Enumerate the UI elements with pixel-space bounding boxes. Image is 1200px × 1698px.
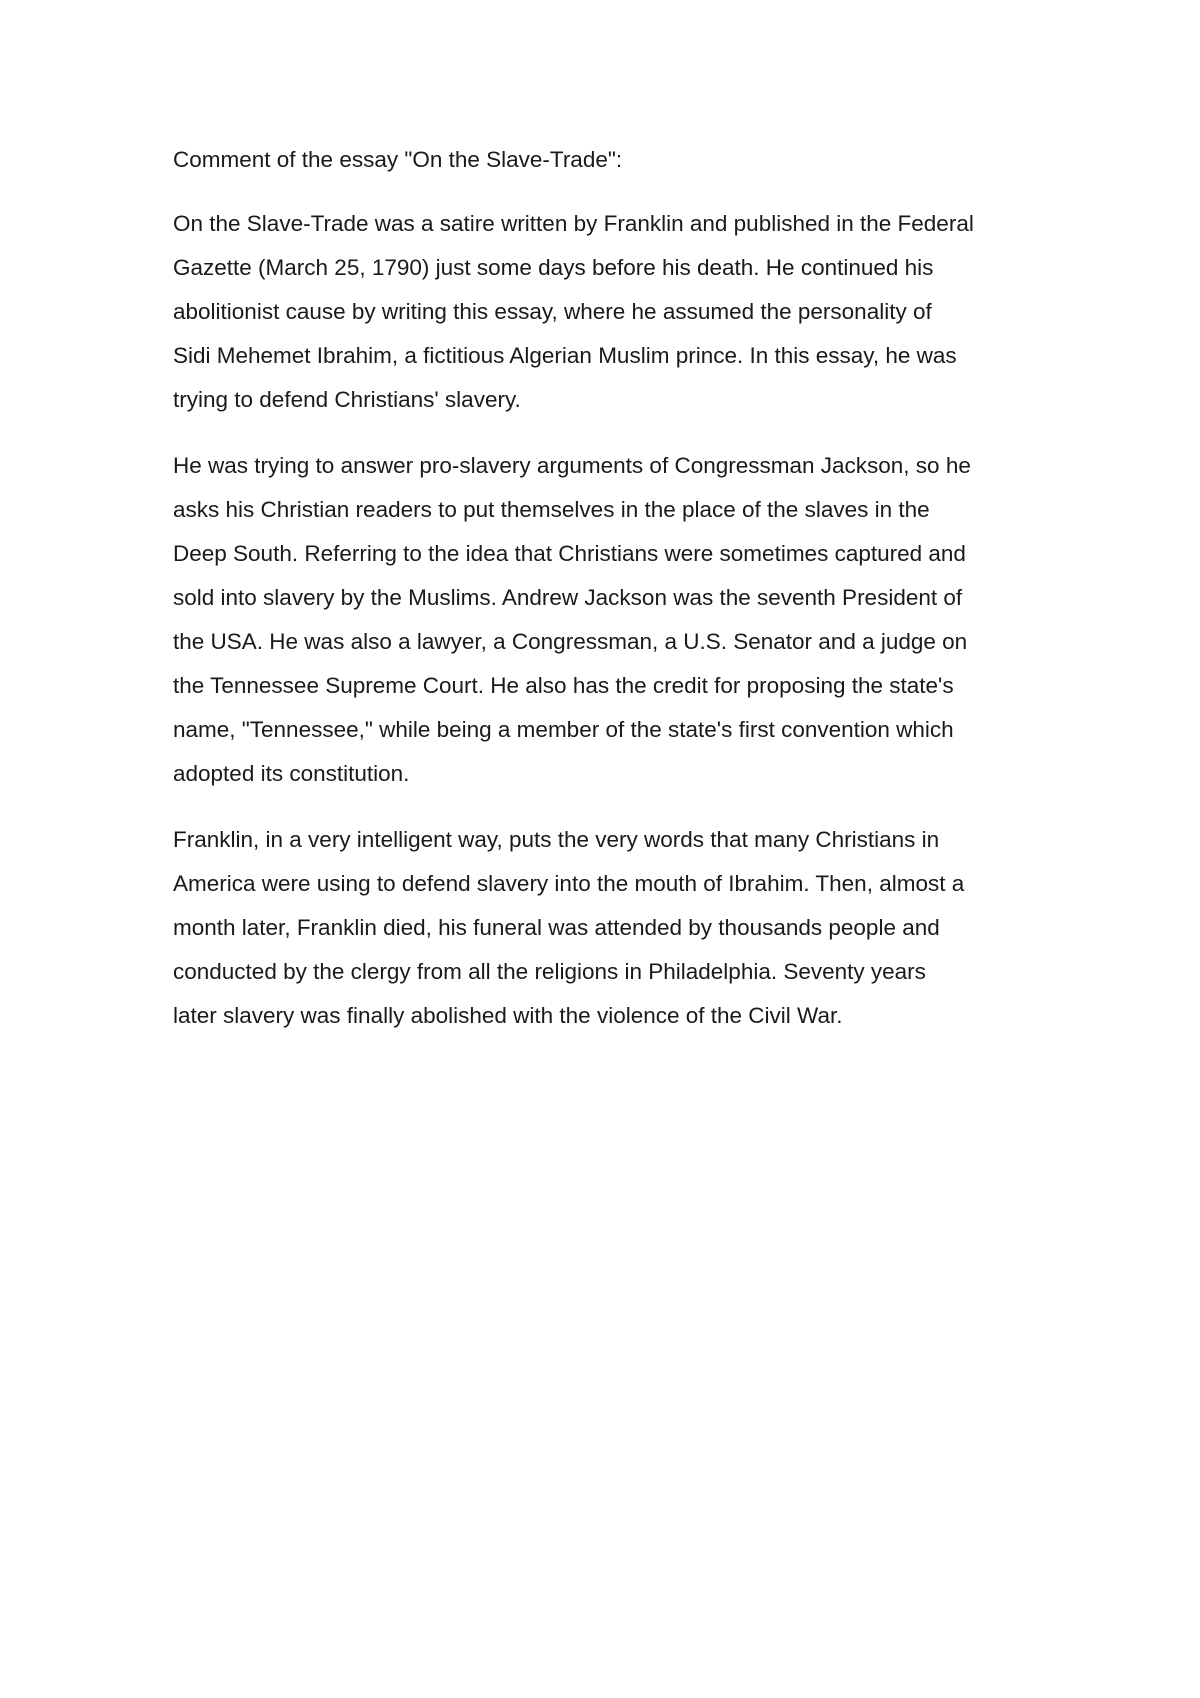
paragraph-line: conducted by the clergy from all the religions in Philadelphia. Seventy years bbox=[173, 959, 926, 984]
paragraph-line: Sidi Mehemet Ibrahim, a fictitious Algerian Muslim prince. In this essay, he was bbox=[173, 343, 957, 368]
paragraph-line: Deep South. Referring to the idea that Christians were sometimes captured and bbox=[173, 541, 966, 566]
paragraph-line: abolitionist cause by writing this essay, where he assumed the personality of bbox=[173, 299, 932, 324]
paragraph-line: the USA. He was also a lawyer, a Congressman, a U.S. Senator and a judge on bbox=[173, 629, 968, 654]
paragraph-3 bbox=[173, 818, 1053, 1038]
paragraph-line: He was trying to answer pro-slavery arguments of Congressman Jackson, so he bbox=[173, 453, 971, 478]
document-heading: Comment of the essay "On the Slave-Trade": bbox=[173, 147, 623, 172]
paragraph-line: trying to defend Christians' slavery. bbox=[173, 387, 521, 412]
document-body bbox=[173, 138, 1053, 1060]
paragraph-line: adopted its constitution. bbox=[173, 761, 410, 786]
paragraph-line: Franklin, in a very intelligent way, puts the very words that many Christians in bbox=[173, 827, 940, 852]
paragraph-line: month later, Franklin died, his funeral was attended by thousands people and bbox=[173, 915, 940, 940]
paragraph-line: name, "Tennessee," while being a member of the state's first convention which bbox=[173, 717, 954, 742]
paragraph-line: Gazette (March 25, 1790) just some days before his death. He continued his bbox=[173, 255, 934, 280]
paragraph-2 bbox=[173, 444, 1053, 796]
paragraph-line: On the Slave-Trade was a satire written by Franklin and published in the Federal bbox=[173, 211, 974, 236]
paragraph-line: asks his Christian readers to put themselves in the place of the slaves in the bbox=[173, 497, 930, 522]
paragraph-1 bbox=[173, 202, 1053, 422]
paragraph-line: America were using to defend slavery into the mouth of Ibrahim. Then, almost a bbox=[173, 871, 965, 896]
paragraph-line: later slavery was finally abolished with the violence of the Civil War. bbox=[173, 1003, 843, 1028]
paragraph-line: the Tennessee Supreme Court. He also has the credit for proposing the state's bbox=[173, 673, 954, 698]
paragraph-line: sold into slavery by the Muslims. Andrew Jackson was the seventh President of bbox=[173, 585, 963, 610]
